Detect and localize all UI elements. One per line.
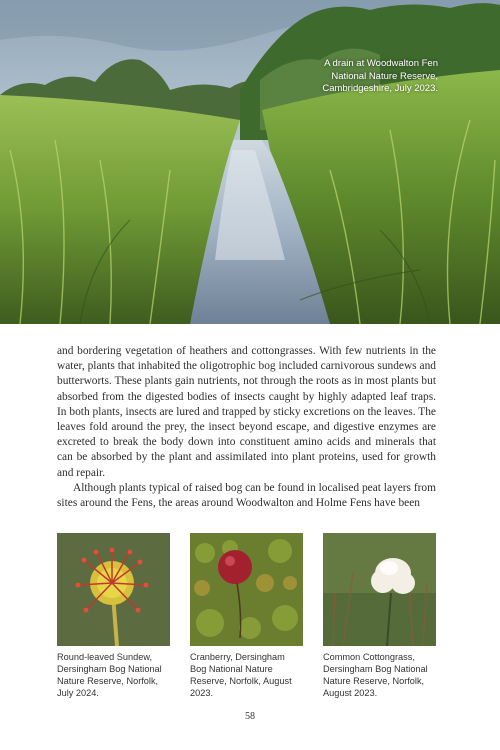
hero-photo-woodwalton-drain bbox=[0, 0, 500, 324]
cottongrass-image bbox=[323, 533, 436, 646]
page-number: 58 bbox=[245, 711, 255, 722]
cranberry-caption: Cranberry, Dersingham Bog National Nature Reserve, Norfolk, August 2023. bbox=[190, 652, 292, 698]
hero-photo-caption: A drain at Woodwalton Fen National Nature Reserve, Cambridgeshire, July 2023. bbox=[322, 58, 438, 95]
sundew-caption: Round-leaved Sundew, Dersingham Bog National Nature Reserve, Norfolk, July 2024. bbox=[57, 652, 162, 698]
cranberry-photo bbox=[190, 533, 303, 646]
paragraph: Although plants typical of raised bog can be found in localised peat layers from sites around the Fens, the areas around Woodwalton and Holme Fens have been bbox=[57, 481, 436, 510]
body-text bbox=[57, 344, 436, 511]
sundew-photo bbox=[57, 533, 170, 646]
sundew-image bbox=[57, 533, 170, 646]
cottongrass-photo bbox=[323, 533, 436, 646]
drain-landscape-image bbox=[0, 0, 500, 324]
photo-row bbox=[57, 533, 436, 648]
cranberry-image bbox=[190, 533, 303, 646]
paragraph: and bordering vegetation of heathers and cottongrasses. With few nutrients in the water, plants that inhabited the oligotrophic bog included carnivorous sundews and butterworts. These plants gain nutrients, not through the roots as in most plants but absorbed from the digested bodies of insects caught by highly adapted leaf traps. In both plants, insects are lured and trapped by sticky excretions on the leaves. The leaves fold around the prey, the insect beyond escape, and digestive enzymes are excreted to break the body down into constituent amino acids and minerals that can be absorbed by the plant and assimilated into plant proteins, used for growth and repair. bbox=[57, 345, 436, 479]
cottongrass-caption: Common Cottongrass, Dersingham Bog National Nature Reserve, Norfolk, August 2023. bbox=[323, 652, 428, 698]
